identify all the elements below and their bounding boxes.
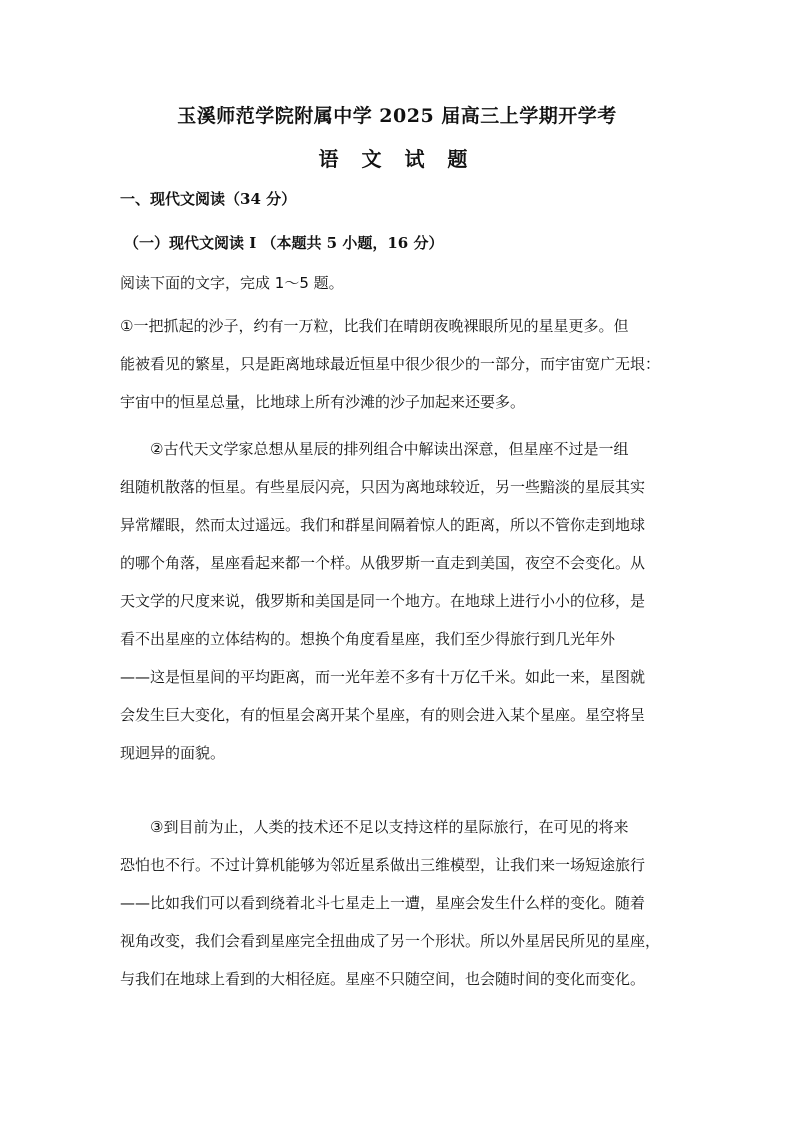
- subsection-heading: （一）现代文阅读 I （本题共 5 小题，16 分）: [124, 234, 444, 252]
- paragraph-line: 异常耀眼，然而太过遥远。我们和群星间隔着惊人的距离，所以不管你走到地球: [120, 516, 646, 534]
- paragraph-line: 看不出星座的立体结构的。想换个角度看星座，我们至少得旅行到几光年外: [120, 630, 616, 648]
- paragraph-2: [120, 438, 680, 780]
- paragraph-1: [120, 315, 680, 429]
- paragraph-line: ——比如我们可以看到绕着北斗七星走上一遭，星座会发生什么样的变化。随着: [120, 894, 646, 912]
- page-subtitle: 语 文 试 题: [318, 147, 476, 171]
- page-title: 玉溪师范学院附属中学 2025 届高三上学期开学考: [177, 105, 617, 127]
- paragraph-line: 恐怕也不行。不过计算机能够为邻近星系做出三维模型，让我们来一场短途旅行: [120, 856, 646, 874]
- paragraph-line: 视角改变，我们会看到星座完全扭曲成了另一个形状。所以外星居民所见的星座，: [120, 932, 661, 950]
- paragraph-line: ③到目前为止，人类的技术还不足以支持这样的星际旅行，在可见的将来: [150, 818, 629, 836]
- paragraph-3: [120, 816, 680, 1006]
- paragraph-line: 组随机散落的恒星。有些星辰闪亮，只因为离地球较近，另一些黯淡的星辰其实: [120, 478, 646, 496]
- paragraph-line: 的哪个角落，星座看起来都一个样。从俄罗斯一直走到美国，夜空不会变化。从: [120, 554, 646, 572]
- paragraph-line: 天文学的尺度来说，俄罗斯和美国是同一个地方。在地球上进行小小的位移，是: [120, 592, 646, 610]
- paragraph-line: ①一把抓起的沙子，约有一万粒，比我们在晴朗夜晚裸眼所见的星星更多。但: [120, 317, 629, 335]
- paragraph-line: 宇宙中的恒星总量，比地球上所有沙滩的沙子加起来还要多。: [120, 393, 526, 411]
- paragraph-line: 能被看见的繁星，只是距离地球最近恒星中很少很少的一部分，而宇宙宽广无垠：: [120, 355, 661, 373]
- paragraph-line: 现迥异的面貌。: [120, 744, 226, 762]
- paragraph-line: 与我们在地球上看到的大相径庭。星座不只随空间，也会随时间的变化而变化。: [120, 970, 646, 988]
- instruction-text: 阅读下面的文字，完成 1～5 题。: [120, 274, 344, 292]
- paragraph-line: ——这是恒星间的平均距离，而一光年差不多有十万亿千米。如此一来，星图就: [120, 668, 646, 686]
- paragraph-line: ②古代天文学家总想从星辰的排列组合中解读出深意，但星座不过是一组: [150, 440, 629, 458]
- paragraph-line: 会发生巨大变化，有的恒星会离开某个星座，有的则会进入某个星座。星空将呈: [120, 706, 646, 724]
- section-heading: 一、现代文阅读（34 分）: [120, 190, 297, 208]
